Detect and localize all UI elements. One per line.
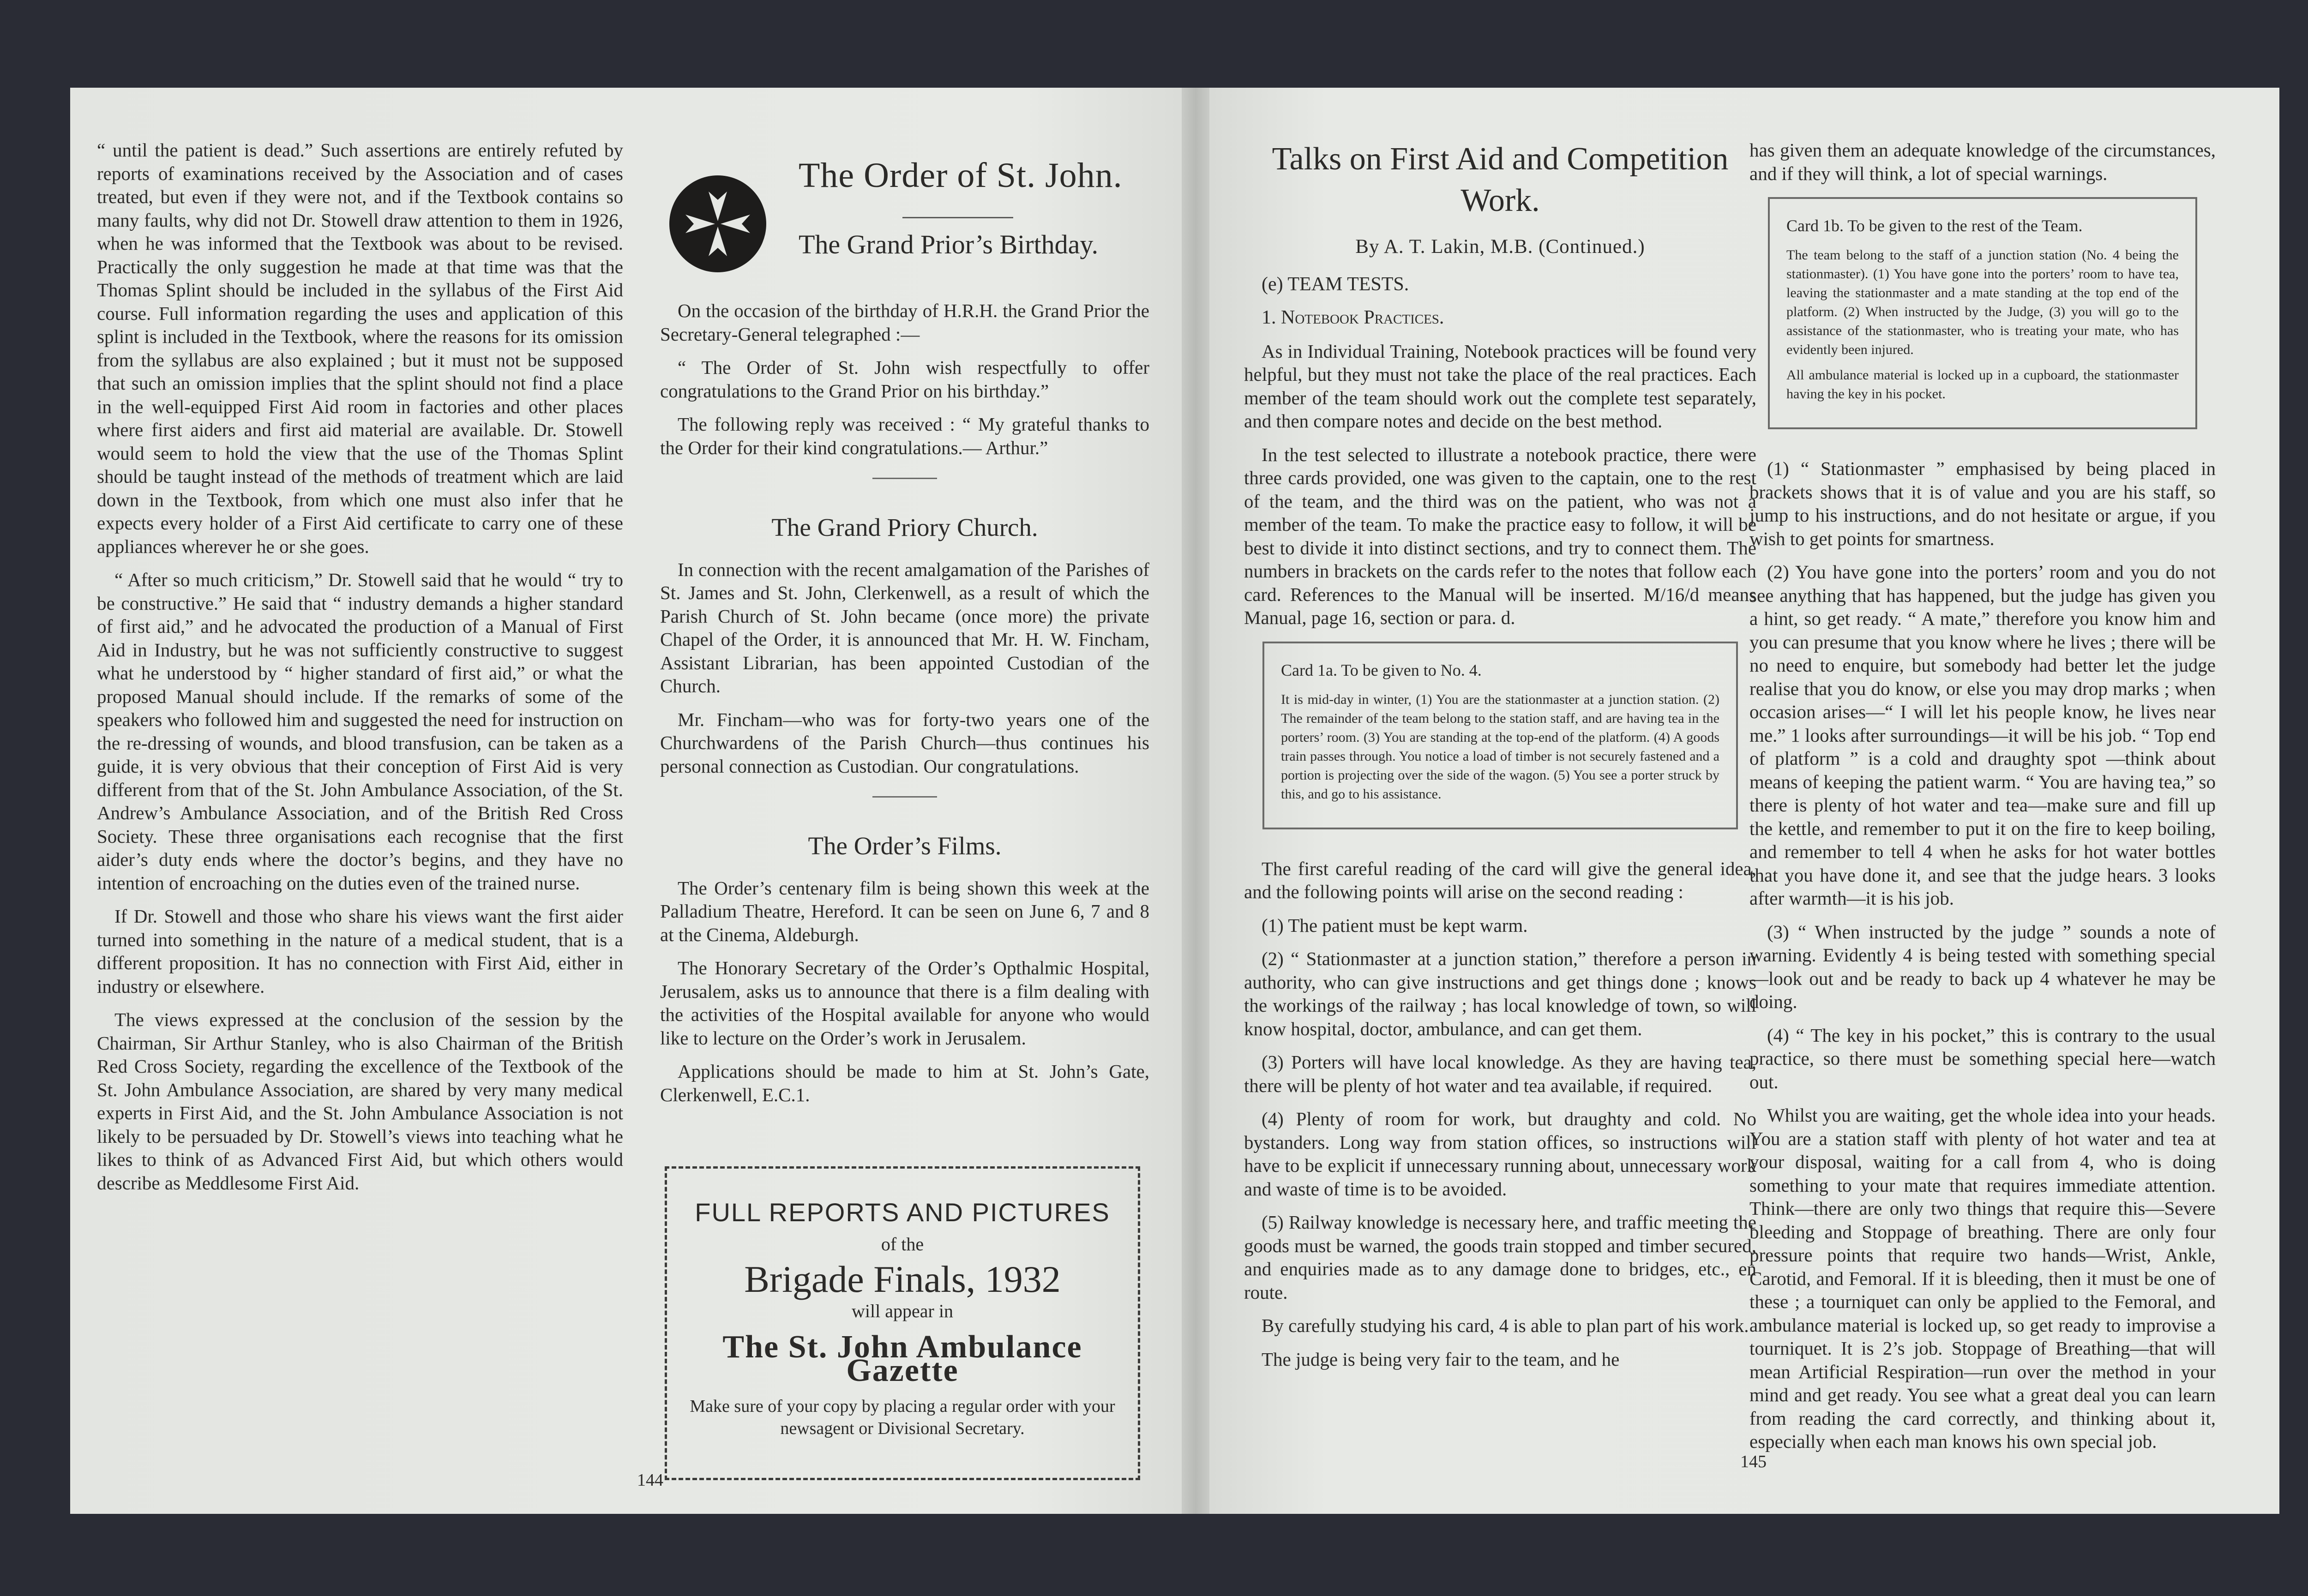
card-text: It is mid-day in winter, (1) You are the stationmaster at a junction station. (2) The remainder of the team belong to the station staff, and are having tea in the porters’ room. (3) You are standing at the top-end of the platform. (4) A goods train passes through. You notice a load of timber is not securely fastened and a portion is projecting over the side of the wagon. (5) You see a porter struck by this, and go to his assistance. [1281,691,1719,802]
paragraph: (5) Railway knowledge is necessary here, and traffic meeting the goods must be warned, the goods train stopped and timber secured, and enquiries made as to any damage done to bridges, etc., en route. [1244,1212,1756,1303]
paragraph: (3) “ When instructed by the judge ” sounds a note of warning. Evidently 4 is being tested with something special—look out and be ready to back up 4 whatever he may be doing. [1749,921,2216,1012]
card-1a [1262,642,1738,829]
paragraph: By carefully studying his card, 4 is able to plan part of his work. [1262,1315,1749,1336]
paragraph: The Order’s centenary film is being shown this week at the Palladium Theatre, Hereford. It can be seen on June 6, 7 and 8 at the Cinema, Aldeburgh. [660,877,1149,945]
paragraph: “ The Order of St. John wish respectfully to offer congratulations to the Grand Prior on his birthday.” [660,357,1149,402]
divider [902,217,1013,218]
grand-priory-church-heading: The Grand Priory Church. [771,513,1038,541]
paragraph: has given them an adequate knowledge of the circumstances, and if they will think, a lot of special warnings. [1749,139,2216,184]
maltese-cross-badge-icon [669,175,766,272]
paragraph: Whilst you are waiting, get the whole idea into your heads. You are a station staff with plenty of hot water and tea at your disposal, waiting for a call from 4, who is doing something to your mate that requires immediate attention. Think—there are only two things that require this—Severe bleeding and Stoppage of breathing. There are only four pressure points that require two hands—Wrist, Ankle, Carotid, and Femoral. If it is bleeding, then it must be one of these ; a tourniquet can only be applied to the Femoral, and ambulance material is locked up, so get ready to improvise a tourniquet. It is 2’s job. Stoppage of Breathing—that will mean Artificial Respiration—run over the method in your mind and get ready. You see what a great deal you can learn from reading the card correctly, and thinking about it, especially when each man knows his own special job. [1749,1104,2216,1452]
left-column-1 [97,138,623,1205]
paragraph: (3) Porters will have local knowledge. As they are having tea, there will be plenty of hot water and tea available, if required. [1244,1051,1756,1096]
subsection-heading: 1. Notebook Practices. [1262,307,1444,328]
card-text: All ambulance material is locked up in a cupboard, the stationmaster having the key in his pocket. [1786,367,2179,402]
paragraph: (1) “ Stationmaster ” emphasised by being placed in brackets shows that it is of value and you are his staff, so jump to his instructions, and do not hesitate or argue, if you wish to get points for smartness. [1749,458,2216,549]
advert-headline: FULL REPORTS AND PICTURES [695,1198,1110,1227]
paragraph: The first careful reading of the card will give the general idea, and the following points will arise on the second reading : [1244,858,1756,902]
order-title: The Order of St. John. [799,156,1123,195]
page-number-right: 145 [1740,1452,1767,1471]
order-header [660,138,1149,291]
paragraph: “ After so much criticism,” Dr. Stowell said that he would “ try to be constructive.” He said that “ industry demands a higher standard of first aid,” and he advocated the production of a Manual of First Aid in Industry, but he was not sufficiently constructive to suggest what he understood by “ higher standard of first aid,” or what the proposed Manual should include. If the remarks of some of the speakers who followed him and suggested the need for instruction on the re-dressing of wounds, and blood transfusion, can be taken as a guide, it is very obvious that their conception of First Aid is very different from that of the St. John Ambulance Association, of the St. Andrew’s Ambulance Association, and of the British Red Cross Society. These three organisations each recognise that the first aider’s duty ends where the doctor’s begins, and they have no intention of encroaching on the duties even of the trained nurse. [97,569,623,894]
page-gutter [1182,88,1209,1514]
paragraph: “ until the patient is dead.” Such assertions are entirely refuted by reports of examinations received by the Association and of cases treated, but even if they were not, and if the Textbook contains so many faults, why did not Dr. Stowell draw attention to them in 1926, when he was informed that the Textbook was about to be revised. Practically the only suggestion he made at that time was that the Thomas Splint should be included in the syllabus of the First Aid course. Full information regarding the uses and application of this splint is included in the Textbook, where the reasons for its omission from the syllabus are also explained ; but it must not be supposed that such an omission implies that the splint should not find a place in the well-equipped First Aid room in factories and other places where first aiders and first aid material are available. Dr. Stowell would seem to hold the view that the use of the Thomas Splint should be taught instead of the methods of treatment which are laid down in the Textbook, from which one must also infer that he expects every holder of a First Aid certificate to carry one of these appliances wherever he or she goes. [97,139,623,557]
paragraph: In connection with the recent amalgamation of the Parishes of St. James and St. John, Clerkenwell, as a result of which the Parish Church of St. John became (once more) the private Chapel of the Order, it is announced that Mr. H. W. Fincham, Assistant Librarian, has been appointed Custodian of the Church. [660,558,1149,696]
paragraph: The judge is being very fair to the team, and he [1262,1348,1620,1370]
advert-will-appear: will appear in [852,1300,953,1321]
advert-call-to-action: Make sure of your copy by placing a regular order with your newsagent or Divisional Secretary. [690,1397,1115,1438]
right-column-2 [1749,138,2216,1464]
paragraph: As in Individual Training, Notebook practices will be found very helpful, but they must not take the place of the real practices. Each member of the team should work out the complete test separately, and then compare notes and decide on the best method. [1244,340,1756,432]
paragraph: The Honorary Secretary of the Order’s Opthalmic Hospital, Jerusalem, asks us to announce that there is a film dealing with the activities of the Hospital available for anyone who would like to lecture on the Order’s work in Jerusalem. [660,957,1149,1049]
card-text: The team belong to the staff of a junction station (No. 4 being the stationmaster). (1) You have gone into the porters’ room to have tea, leaving the stationmaster and a mate standing at the top end of the platform. (2) When instructed by the Judge, (3) you will go to the assistance of the stationmaster, who is treating your mate, who has evidently been injured. [1786,247,2179,357]
advert-event: Brigade Finals, 1932 [744,1258,1061,1300]
paragraph: (4) Plenty of room for work, but draughty and cold. No bystanders. Long way from station offices, so instructions will have to be explicit if unnecessary running about, unnecessary work and waste of time is to be avoided. [1244,1108,1756,1200]
card-heading: Card 1b. To be given to the rest of the Team. [1786,216,2083,235]
article-title: Talks on First Aid and Competition Work. [1272,141,1729,218]
paragraph: (4) “ The key in his pocket,” this is contrary to the usual practice, so there must be something special here—watch out. [1749,1024,2216,1092]
right-column-1 [1244,138,1756,1381]
paragraph: Mr. Fincham—who was for forty-two years one of the Churchwardens of the Parish Church—thus continues his personal connection as Custodian. Our congratulations. [660,708,1149,777]
paragraph: (1) The patient must be kept warm. [1262,914,1528,936]
byline: By A. T. Lakin, M.B. (Continued.) [1355,236,1645,258]
card-heading: Card 1a. To be given to No. 4. [1281,660,1482,679]
paragraph: The following reply was received : “ My grateful thanks to the Order for their kind congratulations.— Arthur.” [660,414,1149,458]
page-number-left: 144 [637,1470,663,1490]
grand-prior-birthday-heading: The Grand Prior’s Birthday. [799,229,1099,259]
paragraph: The views expressed at the conclusion of the session by the Chairman, Sir Arthur Stanley, who is also Chairman of the British Red Cross Society, regarding the excellence of the Textbook of the St. John Ambulance Association, are shared by very many medical experts in First Aid, and the St. John Ambulance Association is not likely to be persuaded by Dr. Stowell’s views into teaching what he likes to think of as Advanced First Aid, but which others would describe as Meddlesome First Aid. [97,1009,623,1194]
paragraph: In the test selected to illustrate a notebook practice, there were three cards provided, one was given to the captain, one to the rest of the team, and the third was on the patient, who was not a member of the team. To make the practice easy to follow, it will be best to divide it into distinct sections, and try to connect them. The numbers in brackets on the cards refer to the notes that follow each card. References to the Manual will be inserted. M/16/d means Manual, page 16, section or para. d. [1244,444,1756,628]
paragraph: Applications should be made to him at St. John’s Gate, Clerkenwell, E.C.1. [660,1061,1149,1105]
paragraph: If Dr. Stowell and those who share his views want the first aider turned into something in the nature of a medical student, that is a different proposition. It has no connection with First Aid, either in industry or elsewhere. [97,906,623,997]
advert-publication: The St. John Ambulance Gazette [722,1329,1082,1388]
order-films-heading: The Order’s Films. [808,832,1002,860]
paragraph: On the occasion of the birthday of H.R.H. the Grand Prior the Secretary-General telegraphed :— [660,300,1149,345]
advert-of-the: of the [881,1233,924,1254]
card-1b [1768,197,2197,429]
divider [872,796,937,798]
section-heading: (e) TEAM TESTS. [1262,273,1409,295]
paragraph: (2) You have gone into the porters’ room and you do not see anything that has happened, but the judge has given you a hint, so get ready. “ A mate,” therefore you know him and you can presume that you know where he lives ; there will be no need to enquire, but somebody had better let the judge realise that you do know, or else you may drop marks ; when occasion arises—“ I will let his people know, he lives near me.” 1 looks after surroundings—it will be his job. “ Top end of platform ” is a cold and draughty spot —think about means of keeping the patient warm. “ You are having tea,” so there is plenty of hot water and tea—make sure and fill up the kettle, and remember to put it on the fire to keep boiling, and remember to tell 4 when he asks for hot water bottles that you have done it, and see that the judge hears. 3 looks after warmth—it is his job. [1749,561,2216,909]
paragraph: (2) “ Stationmaster at a junction station,” therefore a person in authority, who can give instructions and get things done ; knows the workings of the railway ; has local knowledge of town, so will know hospital, doctor, ambulance, and can get them. [1244,948,1756,1039]
divider [872,478,937,479]
gazette-advertisement [665,1166,1140,1480]
left-column-2 [660,138,1149,1480]
